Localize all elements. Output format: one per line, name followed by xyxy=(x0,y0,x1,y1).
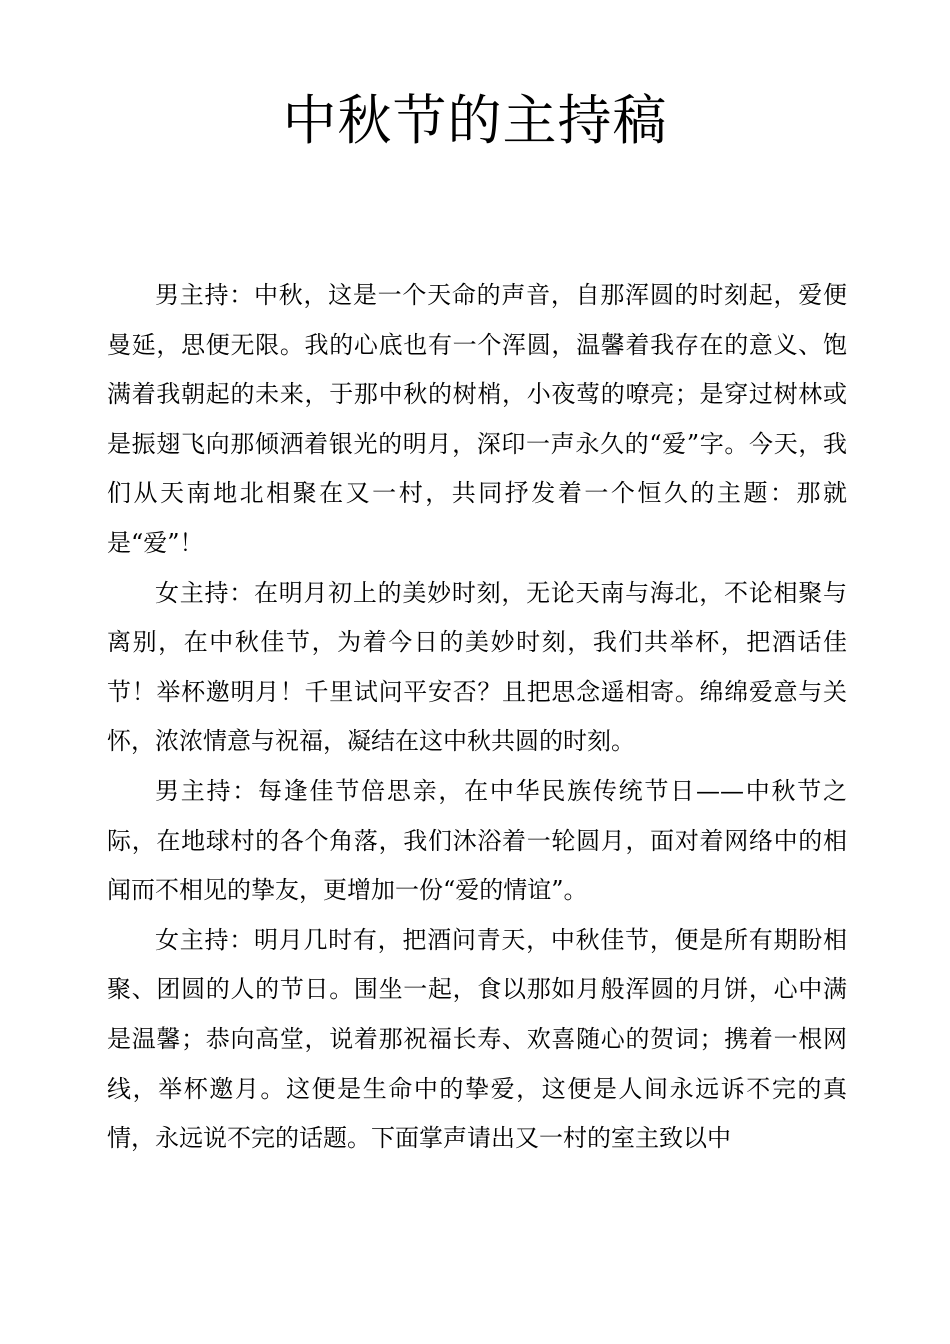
document-body xyxy=(107,271,847,1164)
document-title: 中秋节的主持稿 xyxy=(282,89,668,152)
paragraph-female-host-2: 女主持：明月几时有，把酒问青天，中秋佳节，便是所有期盼相聚、团圆的人的节日。围坐一起，食以那如月般浑圆的月饼，心中满是温馨；恭向高堂，说着那祝福长寿、欢喜随心的贺词；携着一根网线，举杯邀月。这便是生命中的挚爱，这便是人间永远诉不完的真情，永远说不完的话题。下面掌声请出又一村的室主致以中 xyxy=(107,925,847,1153)
paragraph-female-host-1: 女主持：在明月初上的美妙时刻，无论天南与海北，不论相聚与离别，在中秋佳节，为着今日的美妙时刻，我们共举杯，把酒话佳节！举杯邀明月！千里试问平安否？且把思念遥相寄。绵绵爱意与关怀，浓浓情意与祝福，凝结在这中秋共圆的时刻。 xyxy=(107,578,847,756)
paragraph-male-host-1: 男主持：中秋，这是一个天命的声音，自那浑圆的时刻起，爱便曼延，思便无限。我的心底也有一个浑圆，温馨着我存在的意义、饱满着我朝起的未来，于那中秋的树梢，小夜莺的嘹亮；是穿过树林或是振翅飞向那倾洒着银光的明月，深印一声永久的“爱”字。今天，我们从天南地北相聚在又一村，共同抒发着一个恒久的主题：那就是“爱”！ xyxy=(107,281,847,557)
paragraph-male-host-2: 男主持：每逢佳节倍思亲，在中华民族传统节日——中秋节之际，在地球村的各个角落，我们沐浴着一轮圆月，面对着网络中的相闻而不相见的挚友，更增加一份“爱的情谊”。 xyxy=(107,776,847,905)
